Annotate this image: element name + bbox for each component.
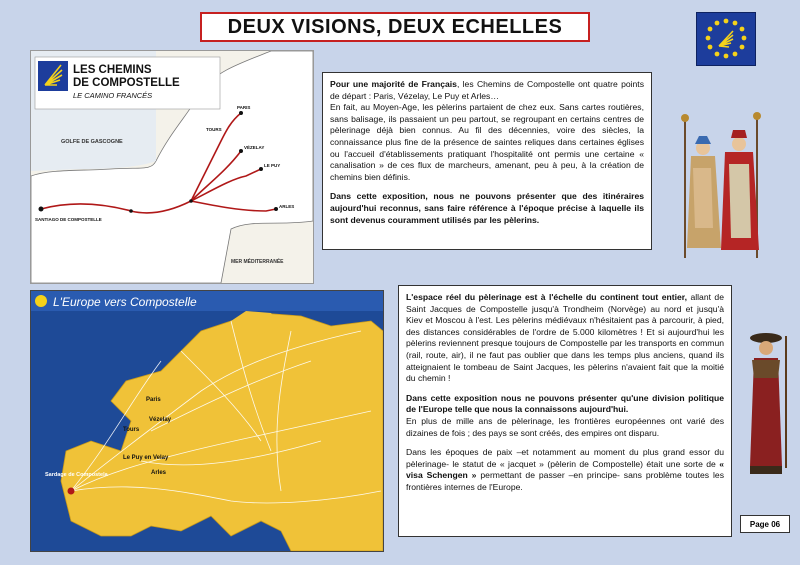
map1-subtitle: LE CAMINO FRANCÉS	[73, 91, 153, 100]
page-number: Page 06	[740, 515, 790, 533]
eu-shell-flag-logo	[696, 12, 756, 66]
intro-text-box	[322, 72, 652, 250]
map1-label-lepuy: LE PUY	[264, 163, 281, 168]
pilgrims-illustration	[665, 108, 777, 258]
text1-paragraph1: Pour une majorité de Français, les Chemins de Compostelle ont quatre points de départ : Paris, Vézelay, Le Puy et Arles…	[330, 79, 644, 101]
europe-compostelle-map	[30, 290, 384, 552]
map1-label-sea: MER MÉDITERRANÉE	[231, 259, 284, 265]
text1-paragraph2: En fait, au Moyen-Age, les pèlerins partaient de chez eux. Sans cartes routières, sans balisage, ils passaient un peu partout, se regroupant en certains centres de pèlerinage déjà bien connus. Au fil des décennies, voire des siècles, la connaissance plus fine de la présence de saintes reliques dans certaines églises ou l'accueil d'établissements pratiquant l'hospitalité ont permis une certaine « canalisation » de ces flux de marcheurs, amenant, peu à peu, à la création de chemins bien définis.	[330, 102, 644, 182]
text1-paragraph3: Dans cette exposition, nous ne pouvons présenter que des itinéraires aujourd'hui reconnus, sans faire référence à l'époque précise à laquelle ils sont devenus couramment utilisés par les pèlerins.	[330, 191, 644, 225]
page-title: DEUX VISIONS, DEUX ECHELLES	[227, 15, 563, 38]
title-box	[200, 12, 590, 42]
map1-heading-line2: DE COMPOSTELLE	[73, 77, 180, 89]
map2-label-lepuy: Le Puy en Velay	[123, 455, 169, 461]
map2-label-paris: Paris	[146, 397, 161, 403]
map2-heading: L'Europe vers Compostelle	[53, 295, 197, 309]
pilgrim-statue-illustration	[742, 318, 792, 478]
text2-paragraph1: L'espace réel du pèlerinage est à l'échelle du continent tout entier, allant de Saint Jacques de Compostelle jusqu'à Trondheim (Norvège) au nord et jusqu'à Kiev et Moscou à l'est. Les pèlerins médiévaux n'hésitaient pas à parcourir, à pied, des distances considérables de l'ordre de 5.000 kilomètres ! Et si aujourd'hui les pèlerins reviennent presque toujours de Compostelle par les transports en commun (rail, route, air), il ne faut pas oublier que dans les temps plus anciens, quand ils atteignaient le tombeau de Saint Jacques, les pèlerins n'avaient fait que la moitié du chemin !	[406, 292, 724, 384]
map2-label-tours: Tours	[123, 427, 140, 433]
europe-text-box	[398, 285, 732, 537]
camino-frances-map	[30, 50, 314, 284]
map2-label-vezelay: Vézelay	[149, 417, 172, 423]
text2-paragraph2: Dans cette exposition nous ne pouvons présenter qu'une division politique de l'Europe telle que nous la connaissons aujourd'hui. En plus de mille ans de pèlerinage, les frontières européennes ont varié des dizaines de fois ; des pays se sont créés, des empires ont disparu.	[406, 392, 724, 438]
map1-label-tours: TOURS	[206, 127, 222, 132]
text2-paragraph3: Dans les époques de paix –et notamment au moment du plus grand essor du pèlerinage- le statut de « jacquet » (pèlerin de Compostelle) était une sorte de « visa Schengen » permettant de passer –en principe- sans problème toutes les frontières internes de l'Europe.	[406, 447, 724, 492]
map1-heading-line1: LES CHEMINS	[73, 64, 152, 76]
map1-label-gulf: GOLFE DE GASCOGNE	[61, 139, 123, 145]
map1-label-paris: PARIS	[237, 105, 251, 110]
map1-label-santiago: SANTIAGO DE COMPOSTELLE	[35, 217, 102, 222]
map2-label-arles: Arles	[151, 470, 167, 476]
map1-label-vezelay: VÉZELAY	[244, 145, 265, 150]
map2-label-sardage: Sardage de Compostela	[45, 472, 108, 478]
map1-label-arles: ARLES	[279, 204, 295, 209]
